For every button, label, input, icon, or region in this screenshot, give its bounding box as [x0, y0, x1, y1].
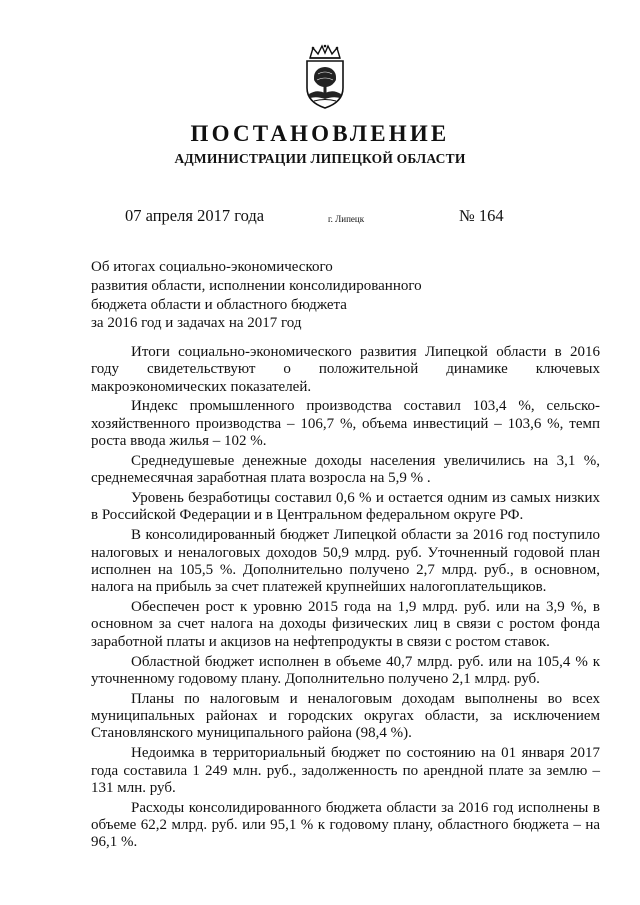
subject-line: Об итогах социально-экономического	[91, 259, 333, 275]
document-body	[91, 344, 600, 854]
coat-of-arms-icon	[300, 44, 350, 110]
body-paragraph: Областной бюджет исполнен в объеме 40,7 млрд. руб. или на 105,4 % к уточненному годовому плану. Дополнительно получено 2,1 млрд. руб.	[91, 653, 600, 687]
body-paragraph: Расходы консолидированного бюджета области за 2016 год исполнены в объеме 62,2 млрд. руб. или 95,1 % к годовому плану, областного бюджета – на 96,1 %.	[91, 799, 600, 851]
body-paragraph: Обеспечен рост к уровню 2015 года на 1,9 млрд. руб. или на 3,9 %, в основном за счет налога на доходы физических лиц в связи с ростом фонда заработной платы и акцизов на нефтепродукты в связи с ростом ставок.	[91, 599, 600, 650]
document-date: 07 апреля 2017 года	[125, 206, 265, 225]
body-paragraph: Итоги социально-экономического развития Липецкой области в 2016 году свидетельствуют о положительной динамике ключевых макроэкономических показателей.	[91, 344, 600, 395]
document-number: № 164	[459, 206, 504, 225]
document-type-title: ПОСТАНОВЛЕНИЕ	[190, 121, 450, 146]
subject-line: развития области, исполнении консолидированного	[91, 277, 422, 294]
body-paragraph: Среднедушевые денежные доходы населения увеличились на 3,1 %, среднемесячная заработная плата возросла на 5,9 % .	[91, 452, 600, 487]
subject-line: бюджета области и областного бюджета	[91, 296, 347, 313]
body-paragraph: Планы по налоговым и неналоговым доходам выполнены во всех муниципальных районах и городских округах области, за исключением Становлянского муниципального района (98,4 %).	[91, 690, 600, 742]
document-city: г. Липецк	[328, 214, 365, 224]
subject-line: за 2016 год и задачах на 2017 год	[91, 315, 302, 332]
body-paragraph: Недоимка в территориальный бюджет по состоянию на 01 января 2017 года составила 1 249 млн. руб., задолженность по арендной плате за землю – 131 млн. руб.	[91, 745, 600, 796]
body-paragraph: В консолидированный бюджет Липецкой области за 2016 год поступило налоговых и неналоговых доходов 50,9 млрд. руб. Уточненный годовой план исполнен на 105,5 %. Дополнительно получено 2,7 млрд. руб., в основном, налога на прибыль за счет платежей крупнейших налогоплательщиков.	[91, 527, 600, 596]
issuing-authority: АДМИНИСТРАЦИИ ЛИПЕЦКОЙ ОБЛАСТИ	[174, 151, 466, 166]
body-paragraph: Уровень безработицы составил 0,6 % и остается одним из самых низких в Российской Федерации и в Центральном федеральном округе РФ.	[91, 490, 600, 524]
body-paragraph: Индекс промышленного производства составил 103,4 %, сельско-хозяйственного производства – 106,7 %, объема инвестиций – 103,6 %, темп роста ввода жилья – 102 %.	[91, 398, 600, 450]
document-subject	[91, 258, 471, 333]
